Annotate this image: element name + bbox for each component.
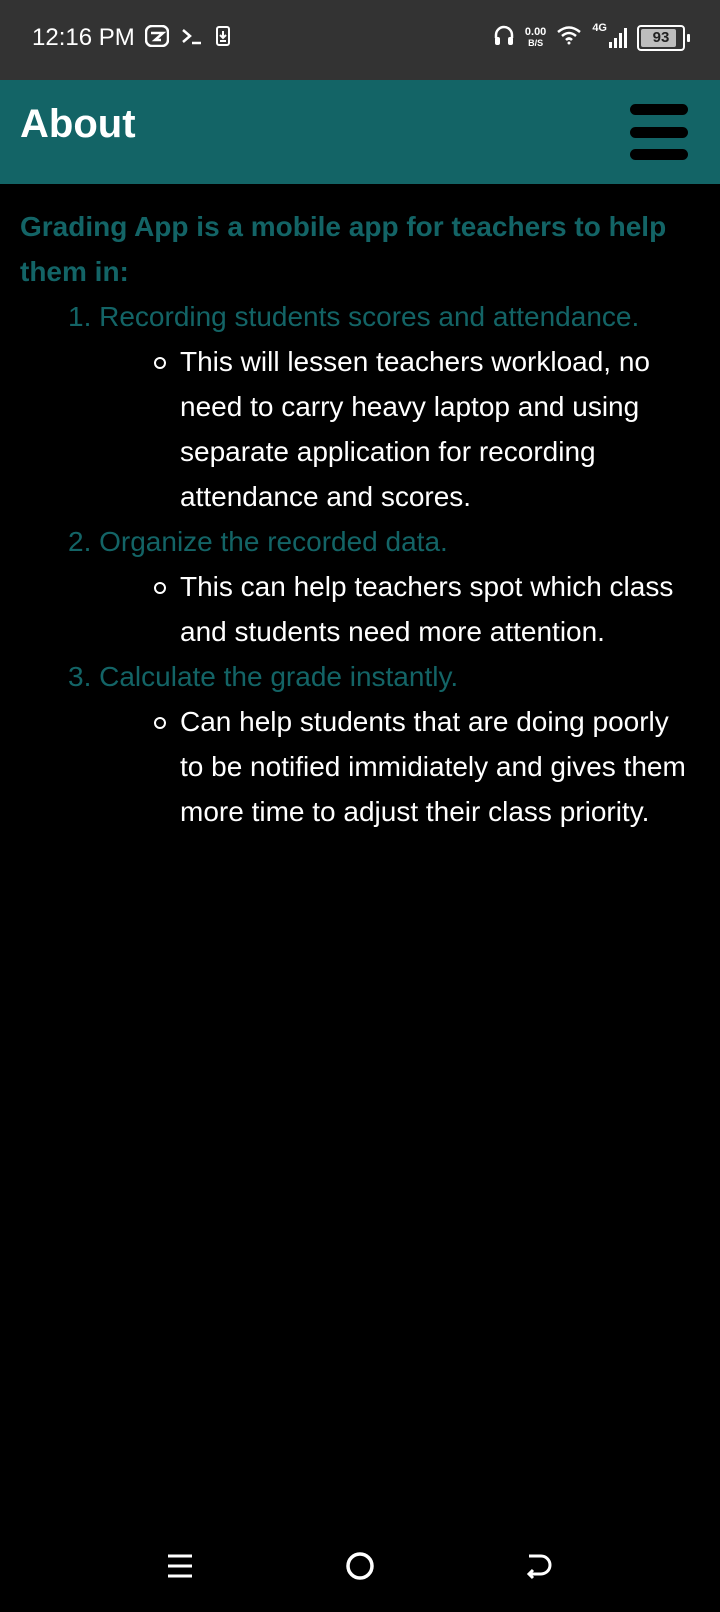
terminal-icon <box>181 26 203 51</box>
feature-detail <box>150 339 690 519</box>
feature-item <box>68 519 720 654</box>
download-icon <box>215 25 231 52</box>
menu-line <box>630 127 688 138</box>
feature-detail-text: This will lessen teachers workload, no need to carry heavy laptop and using separate application for recording attendance and scores. <box>180 346 650 512</box>
status-left-icons <box>145 25 231 52</box>
feature-title: 1. Recording students scores and attendance. <box>68 301 640 332</box>
feature-detail <box>150 699 690 834</box>
feature-item <box>68 294 720 519</box>
app-icon <box>145 25 169 52</box>
back-icon[interactable] <box>520 1546 560 1586</box>
speed-value: 0.00 <box>524 25 547 38</box>
about-content <box>0 184 720 834</box>
page-title: About <box>20 102 136 146</box>
about-intro: Grading App is a mobile app for teachers to help them in: <box>20 211 667 287</box>
menu-line <box>630 149 688 160</box>
feature-item <box>68 654 720 834</box>
battery-icon <box>637 25 690 51</box>
signal-icon <box>609 28 627 48</box>
status-right-icons <box>493 24 690 51</box>
network-speed <box>525 27 546 49</box>
system-nav-bar <box>0 1512 720 1612</box>
status-time: 12:16 PM <box>32 24 135 51</box>
feature-title: 3. Calculate the grade instantly. <box>68 661 459 692</box>
home-icon[interactable] <box>340 1546 380 1586</box>
recent-apps-icon[interactable] <box>160 1546 200 1586</box>
feature-list <box>0 294 720 834</box>
hamburger-menu-icon[interactable] <box>630 104 688 160</box>
bullet-icon <box>154 582 166 594</box>
feature-detail <box>150 564 690 654</box>
speed-unit: B/S <box>528 37 544 48</box>
headphones-icon <box>493 24 515 51</box>
feature-detail-text: Can help students that are doing poorly to be notified immidiately and gives them more time to adjust their class priority. <box>180 706 686 827</box>
battery-tip <box>687 34 690 42</box>
app-bar <box>0 80 720 184</box>
feature-detail-list <box>68 339 720 519</box>
status-bar <box>0 0 720 80</box>
feature-detail-list <box>68 699 720 834</box>
bullet-icon <box>154 717 166 729</box>
feature-detail-list <box>68 564 720 654</box>
wifi-icon <box>556 25 582 50</box>
network-type: 4G <box>592 22 607 34</box>
bullet-icon <box>154 357 166 369</box>
feature-title: 2. Organize the recorded data. <box>68 526 448 557</box>
battery-indicator <box>637 25 685 51</box>
battery-level: 93 <box>652 29 670 46</box>
menu-line <box>630 104 688 115</box>
feature-detail-text: This can help teachers spot which class and students need more attention. <box>180 571 674 647</box>
